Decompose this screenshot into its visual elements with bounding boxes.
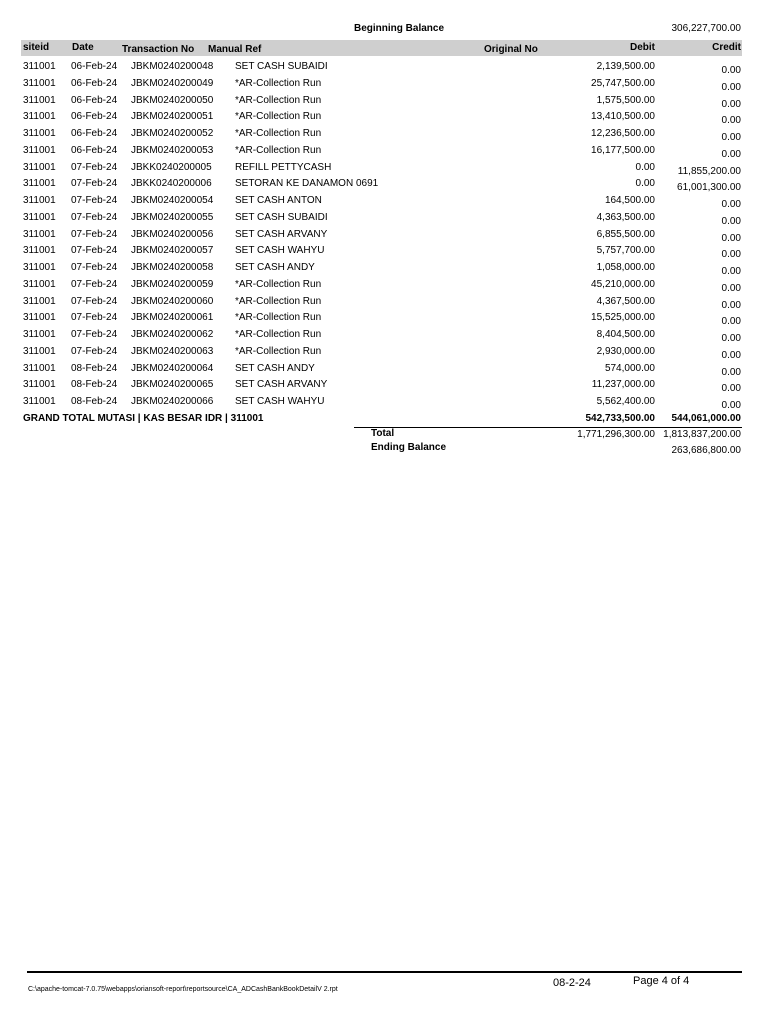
cell-siteid: 311001 xyxy=(23,379,56,391)
cell-siteid: 311001 xyxy=(23,61,56,72)
cell-date: 07-Feb-24 xyxy=(71,245,118,257)
cell-credit: 0.00 xyxy=(721,65,741,76)
cell-credit: 0.00 xyxy=(721,299,741,311)
cell-transaction-no: JBKM0240200057 xyxy=(131,245,214,257)
cell-debit: 12,236,500.00 xyxy=(591,128,655,139)
cell-transaction-no: JBKM0240200061 xyxy=(131,312,214,324)
cell-manual-ref: SET CASH WAHYU xyxy=(235,245,325,257)
cell-manual-ref: REFILL PETTYCASH xyxy=(235,161,332,173)
cell-debit: 2,139,500.00 xyxy=(596,61,655,72)
cell-credit: 0.00 xyxy=(721,215,741,227)
cell-debit: 16,177,500.00 xyxy=(591,144,655,156)
cell-transaction-no: JBKM0240200059 xyxy=(131,278,214,290)
table-row xyxy=(0,59,768,76)
cell-transaction-no: JBKM0240200062 xyxy=(131,329,214,340)
cell-transaction-no: JBKM0240200060 xyxy=(131,295,214,307)
cell-debit: 11,237,000.00 xyxy=(591,379,655,391)
cell-manual-ref: SET CASH ARVANY xyxy=(235,228,328,240)
cell-siteid: 311001 xyxy=(23,312,56,324)
cell-credit: 0.00 xyxy=(721,366,741,378)
cell-transaction-no: JBKK0240200005 xyxy=(131,161,212,173)
cell-date: 06-Feb-24 xyxy=(71,128,118,139)
cell-manual-ref: *AR-Collection Run xyxy=(235,94,322,106)
cell-debit: 0.00 xyxy=(635,161,655,173)
cell-transaction-no: JBKM0240200048 xyxy=(131,61,214,72)
grand-total-credit: 544,061,000.00 xyxy=(671,413,741,424)
cell-transaction-no: JBKM0240200049 xyxy=(131,77,214,89)
cell-debit: 4,367,500.00 xyxy=(596,295,655,307)
footer-report-path: C:\apache-tomcat-7.0.75\webapps\oriansoft-report\reportsource\CA_ADCashBankBookDetailV 2.rpt xyxy=(28,986,338,993)
cell-debit: 5,562,400.00 xyxy=(596,396,655,407)
cell-credit: 0.00 xyxy=(721,333,741,344)
cell-date: 07-Feb-24 xyxy=(71,211,118,223)
cell-date: 06-Feb-24 xyxy=(71,77,118,89)
cell-date: 06-Feb-24 xyxy=(71,94,118,106)
cell-transaction-no: JBKM0240200056 xyxy=(131,228,214,240)
header-debit: Debit xyxy=(630,42,655,53)
cell-date: 07-Feb-24 xyxy=(71,278,118,290)
cell-credit: 0.00 xyxy=(721,132,741,143)
table-row xyxy=(0,176,768,193)
cell-manual-ref: *AR-Collection Run xyxy=(235,111,322,123)
cell-credit: 0.00 xyxy=(721,81,741,93)
cell-debit: 1,058,000.00 xyxy=(596,262,655,273)
table-row xyxy=(0,109,768,126)
cell-siteid: 311001 xyxy=(23,77,56,89)
cell-siteid: 311001 xyxy=(23,144,56,156)
cell-transaction-no: JBKM0240200053 xyxy=(131,144,214,156)
total-credit: 1,813,837,200.00 xyxy=(663,429,741,440)
table-row xyxy=(0,227,768,244)
cell-siteid: 311001 xyxy=(23,329,56,340)
cell-manual-ref: *AR-Collection Run xyxy=(235,77,322,89)
cell-siteid: 311001 xyxy=(23,345,56,357)
cell-date: 07-Feb-24 xyxy=(71,262,118,273)
cell-date: 08-Feb-24 xyxy=(71,362,118,374)
cell-debit: 2,930,000.00 xyxy=(596,345,655,357)
cell-siteid: 311001 xyxy=(23,94,56,106)
beginning-balance-label: Beginning Balance xyxy=(354,23,445,34)
table-row xyxy=(0,126,768,143)
cell-manual-ref: SET CASH SUBAIDI xyxy=(235,211,328,223)
header-original-no: Original No xyxy=(484,44,538,55)
cell-manual-ref: SETORAN KE DANAMON 0691 xyxy=(235,178,379,190)
table-row xyxy=(0,394,768,411)
table-row xyxy=(0,143,768,160)
cell-credit: 0.00 xyxy=(721,282,741,294)
cell-manual-ref: *AR-Collection Run xyxy=(235,295,322,307)
cell-siteid: 311001 xyxy=(23,295,56,307)
cell-siteid: 311001 xyxy=(23,211,56,223)
cell-manual-ref: SET CASH ANDY xyxy=(235,262,315,273)
cell-siteid: 311001 xyxy=(23,228,56,240)
cell-manual-ref: SET CASH SUBAIDI xyxy=(235,61,328,72)
table-row xyxy=(0,327,768,344)
cell-debit: 15,525,000.00 xyxy=(591,312,655,324)
cell-debit: 1,575,500.00 xyxy=(596,94,655,106)
table-row xyxy=(0,93,768,110)
footer-print-date: 08-2-24 xyxy=(553,977,591,989)
cell-debit: 25,747,500.00 xyxy=(591,77,655,89)
cell-debit: 8,404,500.00 xyxy=(596,329,655,340)
header-siteid: siteid xyxy=(23,42,50,53)
cell-siteid: 311001 xyxy=(23,396,56,407)
cell-debit: 574,000.00 xyxy=(604,362,655,374)
table-row xyxy=(0,210,768,227)
cell-manual-ref: *AR-Collection Run xyxy=(235,345,322,357)
cell-debit: 164,500.00 xyxy=(604,195,655,206)
cell-credit: 11,855,200.00 xyxy=(677,165,741,177)
table-row xyxy=(0,361,768,378)
cell-debit: 13,410,500.00 xyxy=(591,111,655,123)
table-row xyxy=(0,160,768,177)
cell-siteid: 311001 xyxy=(23,161,56,173)
cell-siteid: 311001 xyxy=(23,195,56,206)
cell-transaction-no: JBKM0240200064 xyxy=(131,362,214,374)
cell-credit: 0.00 xyxy=(721,400,741,411)
cell-siteid: 311001 xyxy=(23,178,56,190)
cell-transaction-no: JBKM0240200050 xyxy=(131,94,214,106)
cell-debit: 0.00 xyxy=(635,178,655,190)
cell-date: 06-Feb-24 xyxy=(71,144,118,156)
cell-date: 08-Feb-24 xyxy=(71,379,118,391)
grand-total-debit: 542,733,500.00 xyxy=(585,413,655,424)
footer-divider xyxy=(27,971,742,973)
cell-manual-ref: *AR-Collection Run xyxy=(235,278,322,290)
cell-date: 07-Feb-24 xyxy=(71,345,118,357)
cell-credit: 0.00 xyxy=(721,148,741,160)
cell-date: 07-Feb-24 xyxy=(71,312,118,324)
cell-debit: 6,855,500.00 xyxy=(596,228,655,240)
table-row xyxy=(0,277,768,294)
table-row xyxy=(0,310,768,327)
cell-debit: 4,363,500.00 xyxy=(596,211,655,223)
cell-credit: 61,001,300.00 xyxy=(677,182,741,194)
total-debit: 1,771,296,300.00 xyxy=(577,429,655,440)
total-divider xyxy=(354,427,742,428)
cell-siteid: 311001 xyxy=(23,278,56,290)
cell-transaction-no: JBKM0240200055 xyxy=(131,211,214,223)
table-row xyxy=(0,76,768,93)
cell-date: 07-Feb-24 xyxy=(71,195,118,206)
cell-siteid: 311001 xyxy=(23,245,56,257)
cell-transaction-no: JBKM0240200054 xyxy=(131,195,214,206)
cell-credit: 0.00 xyxy=(721,349,741,361)
cell-manual-ref: SET CASH ANTON xyxy=(235,195,322,206)
cell-transaction-no: JBKK0240200006 xyxy=(131,178,212,190)
cell-date: 07-Feb-24 xyxy=(71,295,118,307)
table-row xyxy=(0,243,768,260)
cell-siteid: 311001 xyxy=(23,111,56,123)
cell-manual-ref: *AR-Collection Run xyxy=(235,329,322,340)
cell-siteid: 311001 xyxy=(23,262,56,273)
cell-manual-ref: SET CASH WAHYU xyxy=(235,396,325,407)
ending-balance-value: 263,686,800.00 xyxy=(671,445,741,456)
footer-page-number: Page 4 of 4 xyxy=(633,975,690,987)
cell-debit: 5,757,700.00 xyxy=(596,245,655,257)
cell-transaction-no: JBKM0240200065 xyxy=(131,379,214,391)
cell-date: 07-Feb-24 xyxy=(71,329,118,340)
cell-credit: 0.00 xyxy=(721,199,741,210)
cell-transaction-no: JBKM0240200058 xyxy=(131,262,214,273)
cell-siteid: 311001 xyxy=(23,362,56,374)
header-credit: Credit xyxy=(712,42,741,53)
cell-date: 06-Feb-24 xyxy=(71,61,118,72)
header-transaction-no: Transaction No xyxy=(122,44,195,55)
table-row xyxy=(0,344,768,361)
cell-credit: 0.00 xyxy=(721,266,741,277)
cell-date: 07-Feb-24 xyxy=(71,161,118,173)
beginning-balance-value: 306,227,700.00 xyxy=(671,23,741,34)
cell-credit: 0.00 xyxy=(721,316,741,328)
cell-transaction-no: JBKM0240200051 xyxy=(131,111,214,123)
table-row xyxy=(0,377,768,394)
grand-total-label: GRAND TOTAL MUTASI | KAS BESAR IDR | 311001 xyxy=(23,413,264,424)
ending-balance-label: Ending Balance xyxy=(371,442,447,453)
cell-credit: 0.00 xyxy=(721,115,741,127)
cell-transaction-no: JBKM0240200063 xyxy=(131,345,214,357)
header-date: Date xyxy=(72,42,94,53)
cell-date: 06-Feb-24 xyxy=(71,111,118,123)
cell-transaction-no: JBKM0240200066 xyxy=(131,396,214,407)
cell-manual-ref: SET CASH ANDY xyxy=(235,362,315,374)
cell-date: 07-Feb-24 xyxy=(71,178,118,190)
cell-credit: 0.00 xyxy=(721,98,741,110)
table-row xyxy=(0,294,768,311)
cell-debit: 45,210,000.00 xyxy=(591,278,655,290)
cell-manual-ref: *AR-Collection Run xyxy=(235,144,322,156)
table-row xyxy=(0,260,768,277)
cell-siteid: 311001 xyxy=(23,128,56,139)
cell-transaction-no: JBKM0240200052 xyxy=(131,128,214,139)
cell-manual-ref: SET CASH ARVANY xyxy=(235,379,328,391)
header-manual-ref: Manual Ref xyxy=(208,44,262,55)
total-label: Total xyxy=(371,428,395,439)
cell-manual-ref: *AR-Collection Run xyxy=(235,128,322,139)
cell-manual-ref: *AR-Collection Run xyxy=(235,312,322,324)
table-row xyxy=(0,193,768,210)
cell-credit: 0.00 xyxy=(721,249,741,261)
cell-date: 07-Feb-24 xyxy=(71,228,118,240)
cell-credit: 0.00 xyxy=(721,383,741,395)
cell-credit: 0.00 xyxy=(721,232,741,244)
cell-date: 08-Feb-24 xyxy=(71,396,118,407)
